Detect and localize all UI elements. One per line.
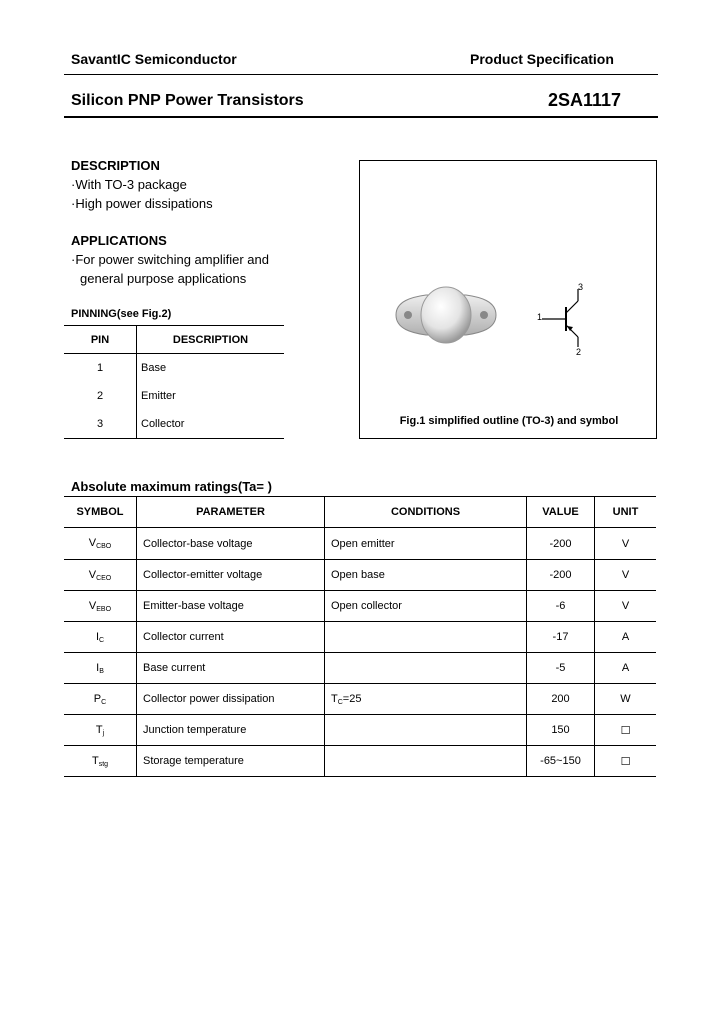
pinning-heading: PINNING(see Fig.2) — [71, 308, 172, 320]
condition-text: T — [331, 692, 338, 705]
part-number: 2SA1117 — [548, 90, 622, 110]
cell-value: -65~150 — [527, 746, 595, 777]
table-row — [64, 560, 656, 591]
condition-subscript: C — [337, 698, 343, 706]
cell-parameter: Collector-emitter voltage — [137, 560, 325, 591]
symbol-letter: I — [96, 661, 100, 674]
cell-unit: ☐ — [620, 724, 631, 737]
table-row — [64, 382, 284, 411]
col-description: DESCRIPTION — [172, 333, 249, 346]
table-row — [64, 622, 656, 653]
cell-conditions — [325, 715, 527, 746]
pin-description: Collector — [141, 418, 185, 431]
cell-symbol — [64, 653, 137, 684]
cell-symbol — [64, 622, 137, 653]
to3-package-image — [390, 279, 502, 349]
cell-unit: V — [621, 569, 630, 581]
applications-heading: APPLICATIONS — [71, 233, 167, 248]
description-item: ·With TO-3 package — [71, 177, 187, 192]
ratings-body — [64, 528, 656, 777]
symbol-letter: T — [91, 754, 99, 767]
cell-conditions — [325, 653, 527, 684]
symbol-letter: P — [93, 692, 102, 705]
pin-number: 2 — [64, 382, 137, 411]
symbol-subscript: CEO — [96, 574, 112, 582]
condition-tail: =25 — [342, 692, 362, 705]
cell-symbol — [64, 528, 137, 560]
col-conditions: CONDITIONS — [325, 497, 527, 528]
symbol-letter: T — [95, 723, 103, 736]
condition-text: Open collector — [331, 600, 402, 612]
pin-number: 3 — [64, 411, 137, 439]
pin-label-collector: 3 — [578, 282, 584, 292]
cell-unit: W — [620, 693, 631, 705]
symbol-letter: V — [88, 568, 97, 581]
cell-value: 150 — [527, 715, 595, 746]
symbol-subscript: EBO — [96, 605, 112, 613]
header-rule-bottom — [64, 116, 658, 118]
cell-value: -200 — [527, 560, 595, 591]
cell-parameter: Collector current — [137, 622, 325, 653]
symbol-subscript: C — [99, 636, 105, 644]
description-item: ·High power dissipations — [71, 196, 213, 211]
cell-symbol — [64, 591, 137, 622]
cell-symbol — [64, 715, 137, 746]
cell-conditions — [325, 591, 527, 622]
col-pin: PIN — [64, 326, 137, 354]
cell-symbol — [64, 684, 137, 715]
cell-conditions — [325, 746, 527, 777]
cell-conditions — [325, 684, 527, 715]
cell-symbol — [64, 560, 137, 591]
ratings-heading: Absolute maximum ratings(Ta= ) — [71, 479, 272, 494]
cell-unit: V — [621, 600, 630, 612]
col-parameter: PARAMETER — [137, 497, 325, 528]
cell-value: -5 — [527, 653, 595, 684]
pin-label-base: 1 — [537, 312, 543, 322]
cell-conditions — [325, 528, 527, 560]
pin-number: 1 — [64, 354, 137, 382]
cell-value: -17 — [527, 622, 595, 653]
cell-value: -6 — [527, 591, 595, 622]
symbol-subscript: B — [99, 667, 104, 675]
cell-conditions — [325, 622, 527, 653]
pin-description: Base — [141, 361, 167, 374]
condition-text: Open base — [331, 569, 385, 581]
table-row — [64, 715, 656, 746]
pin-label-emitter: 2 — [576, 347, 582, 357]
company-name: SavantIC Semiconductor — [71, 51, 237, 67]
table-row — [64, 746, 656, 777]
symbol-letter: V — [88, 537, 97, 549]
symbol-subscript: stg — [98, 760, 109, 768]
doc-title: Silicon PNP Power Transistors — [71, 92, 304, 109]
col-symbol: SYMBOL — [64, 497, 137, 528]
figure-box — [359, 160, 657, 439]
cell-parameter: Emitter-base voltage — [137, 591, 325, 622]
symbol-subscript: C — [101, 698, 107, 706]
cell-unit: A — [621, 662, 630, 674]
pin-description: Emitter — [141, 390, 176, 402]
table-row — [64, 591, 656, 622]
doc-type: Product Specification — [470, 51, 614, 67]
cell-unit: A — [621, 631, 630, 643]
cell-conditions — [325, 560, 527, 591]
cell-parameter: Collector power dissipation — [137, 684, 325, 715]
table-row — [64, 528, 656, 560]
table-row — [64, 653, 656, 684]
cell-parameter: Base current — [137, 653, 325, 684]
ratings-header-row — [64, 497, 656, 528]
col-unit: UNIT — [612, 506, 639, 518]
symbol-letter: V — [88, 599, 97, 612]
cell-value: -200 — [527, 528, 595, 560]
cell-parameter: Junction temperature — [137, 715, 325, 746]
ratings-table — [64, 496, 656, 777]
cell-value: 200 — [527, 684, 595, 715]
symbol-subscript: CBO — [96, 543, 112, 550]
applications-line: general purpose applications — [80, 271, 247, 286]
header-rule-top — [64, 74, 658, 75]
table-row — [64, 684, 656, 715]
symbol-letter: I — [95, 630, 99, 643]
figure-caption: Fig.1 simplified outline (TO-3) and symbol — [399, 415, 619, 427]
pinning-header-row — [64, 326, 284, 354]
pinning-table — [64, 325, 284, 439]
cell-unit: ☐ — [620, 755, 631, 768]
table-row — [64, 354, 284, 382]
table-row — [64, 411, 284, 439]
condition-text: Open emitter — [331, 537, 395, 550]
symbol-subscript: j — [102, 729, 105, 737]
cell-parameter: Collector-base voltage — [137, 528, 325, 560]
cell-parameter: Storage temperature — [137, 746, 325, 777]
applications-line: ·For power switching amplifier and — [71, 252, 269, 267]
col-value: VALUE — [527, 497, 595, 528]
cell-unit: V — [621, 537, 630, 550]
description-heading: DESCRIPTION — [71, 158, 160, 173]
cell-symbol — [64, 746, 137, 777]
